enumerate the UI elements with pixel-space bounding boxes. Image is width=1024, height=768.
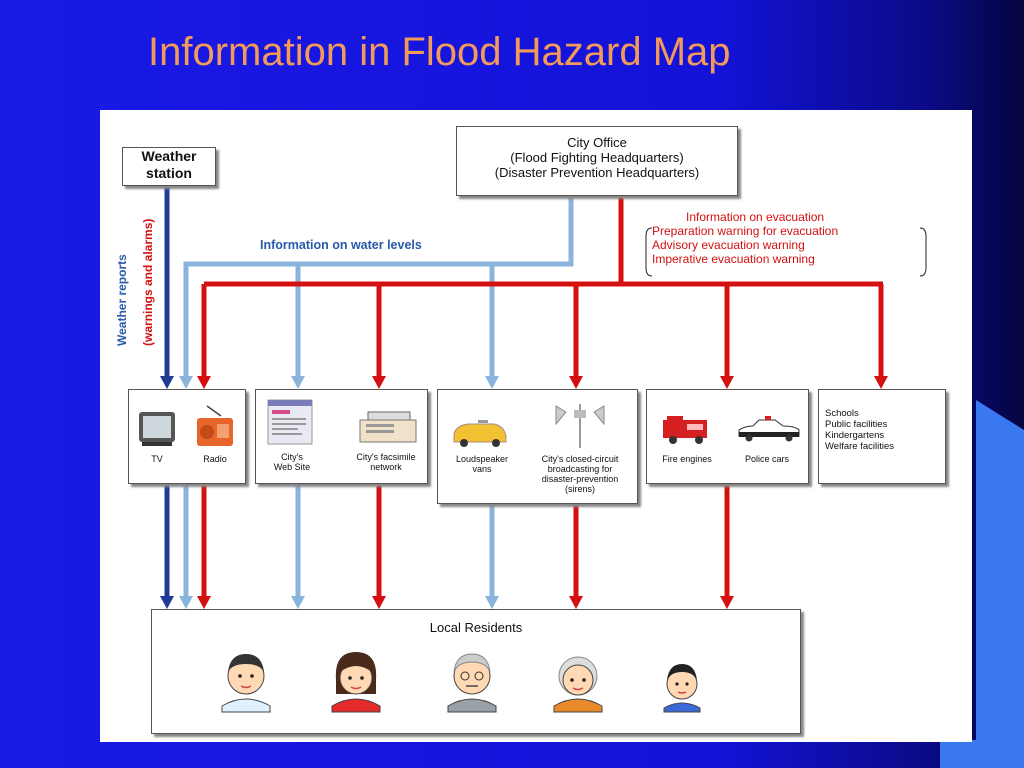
web-fax-box <box>255 389 428 484</box>
city-office-box: City Office (Flood Fighting Headquarters) (Disaster Prevention Headquarters) <box>456 126 738 196</box>
warnings-alarms-label: (warnings and alarms) <box>141 218 155 346</box>
facility-item: Schools <box>825 408 859 419</box>
water-levels-label: Information on water levels <box>260 238 422 252</box>
resident-woman-icon <box>332 652 380 712</box>
facsimile-label: City's facsimile network <box>356 452 416 472</box>
fire-police-box <box>646 389 809 484</box>
facilities-box <box>818 389 946 484</box>
local-residents-label: Local Residents <box>429 620 523 635</box>
resident-child-icon <box>664 664 700 712</box>
sirens-label: City's closed-circuit broadcasting for disaster-prevention (sirens) <box>541 454 619 494</box>
radio-label: Radio <box>203 454 227 464</box>
tv-label: TV <box>151 454 163 464</box>
facility-item: Public facilities <box>825 419 888 430</box>
web-site-label: City's Web Site <box>273 452 311 472</box>
resident-man-icon <box>222 654 270 712</box>
slide-title: Information in Flood Hazard Map <box>148 30 731 74</box>
tv-radio-box <box>128 389 246 484</box>
diagram-panel <box>100 110 972 742</box>
fire-engines-label: Fire engines <box>662 454 712 464</box>
radio-icon <box>129 390 245 483</box>
resident-elderly-woman-icon <box>554 657 602 712</box>
facility-item: Kindergartens <box>825 430 885 441</box>
facility-item: Welfare facilities <box>825 441 894 452</box>
residents-icons <box>152 610 800 733</box>
loudspeaker-label: Loudspeaker vans <box>455 454 509 474</box>
evacuation-info-text: Information on evacuation Preparation warning for evacuation Advisory evacuation warning Imperative evacuation warning <box>652 210 839 266</box>
resident-elderly-man-icon <box>448 654 496 712</box>
weather-reports-label: Weather reports <box>115 254 129 346</box>
police-cars-label: Police cars <box>744 454 789 464</box>
loudspeaker-siren-box <box>437 389 638 504</box>
local-residents-box <box>151 609 801 734</box>
police-car-icon <box>647 390 808 483</box>
weather-station-box: Weather station <box>122 147 216 186</box>
